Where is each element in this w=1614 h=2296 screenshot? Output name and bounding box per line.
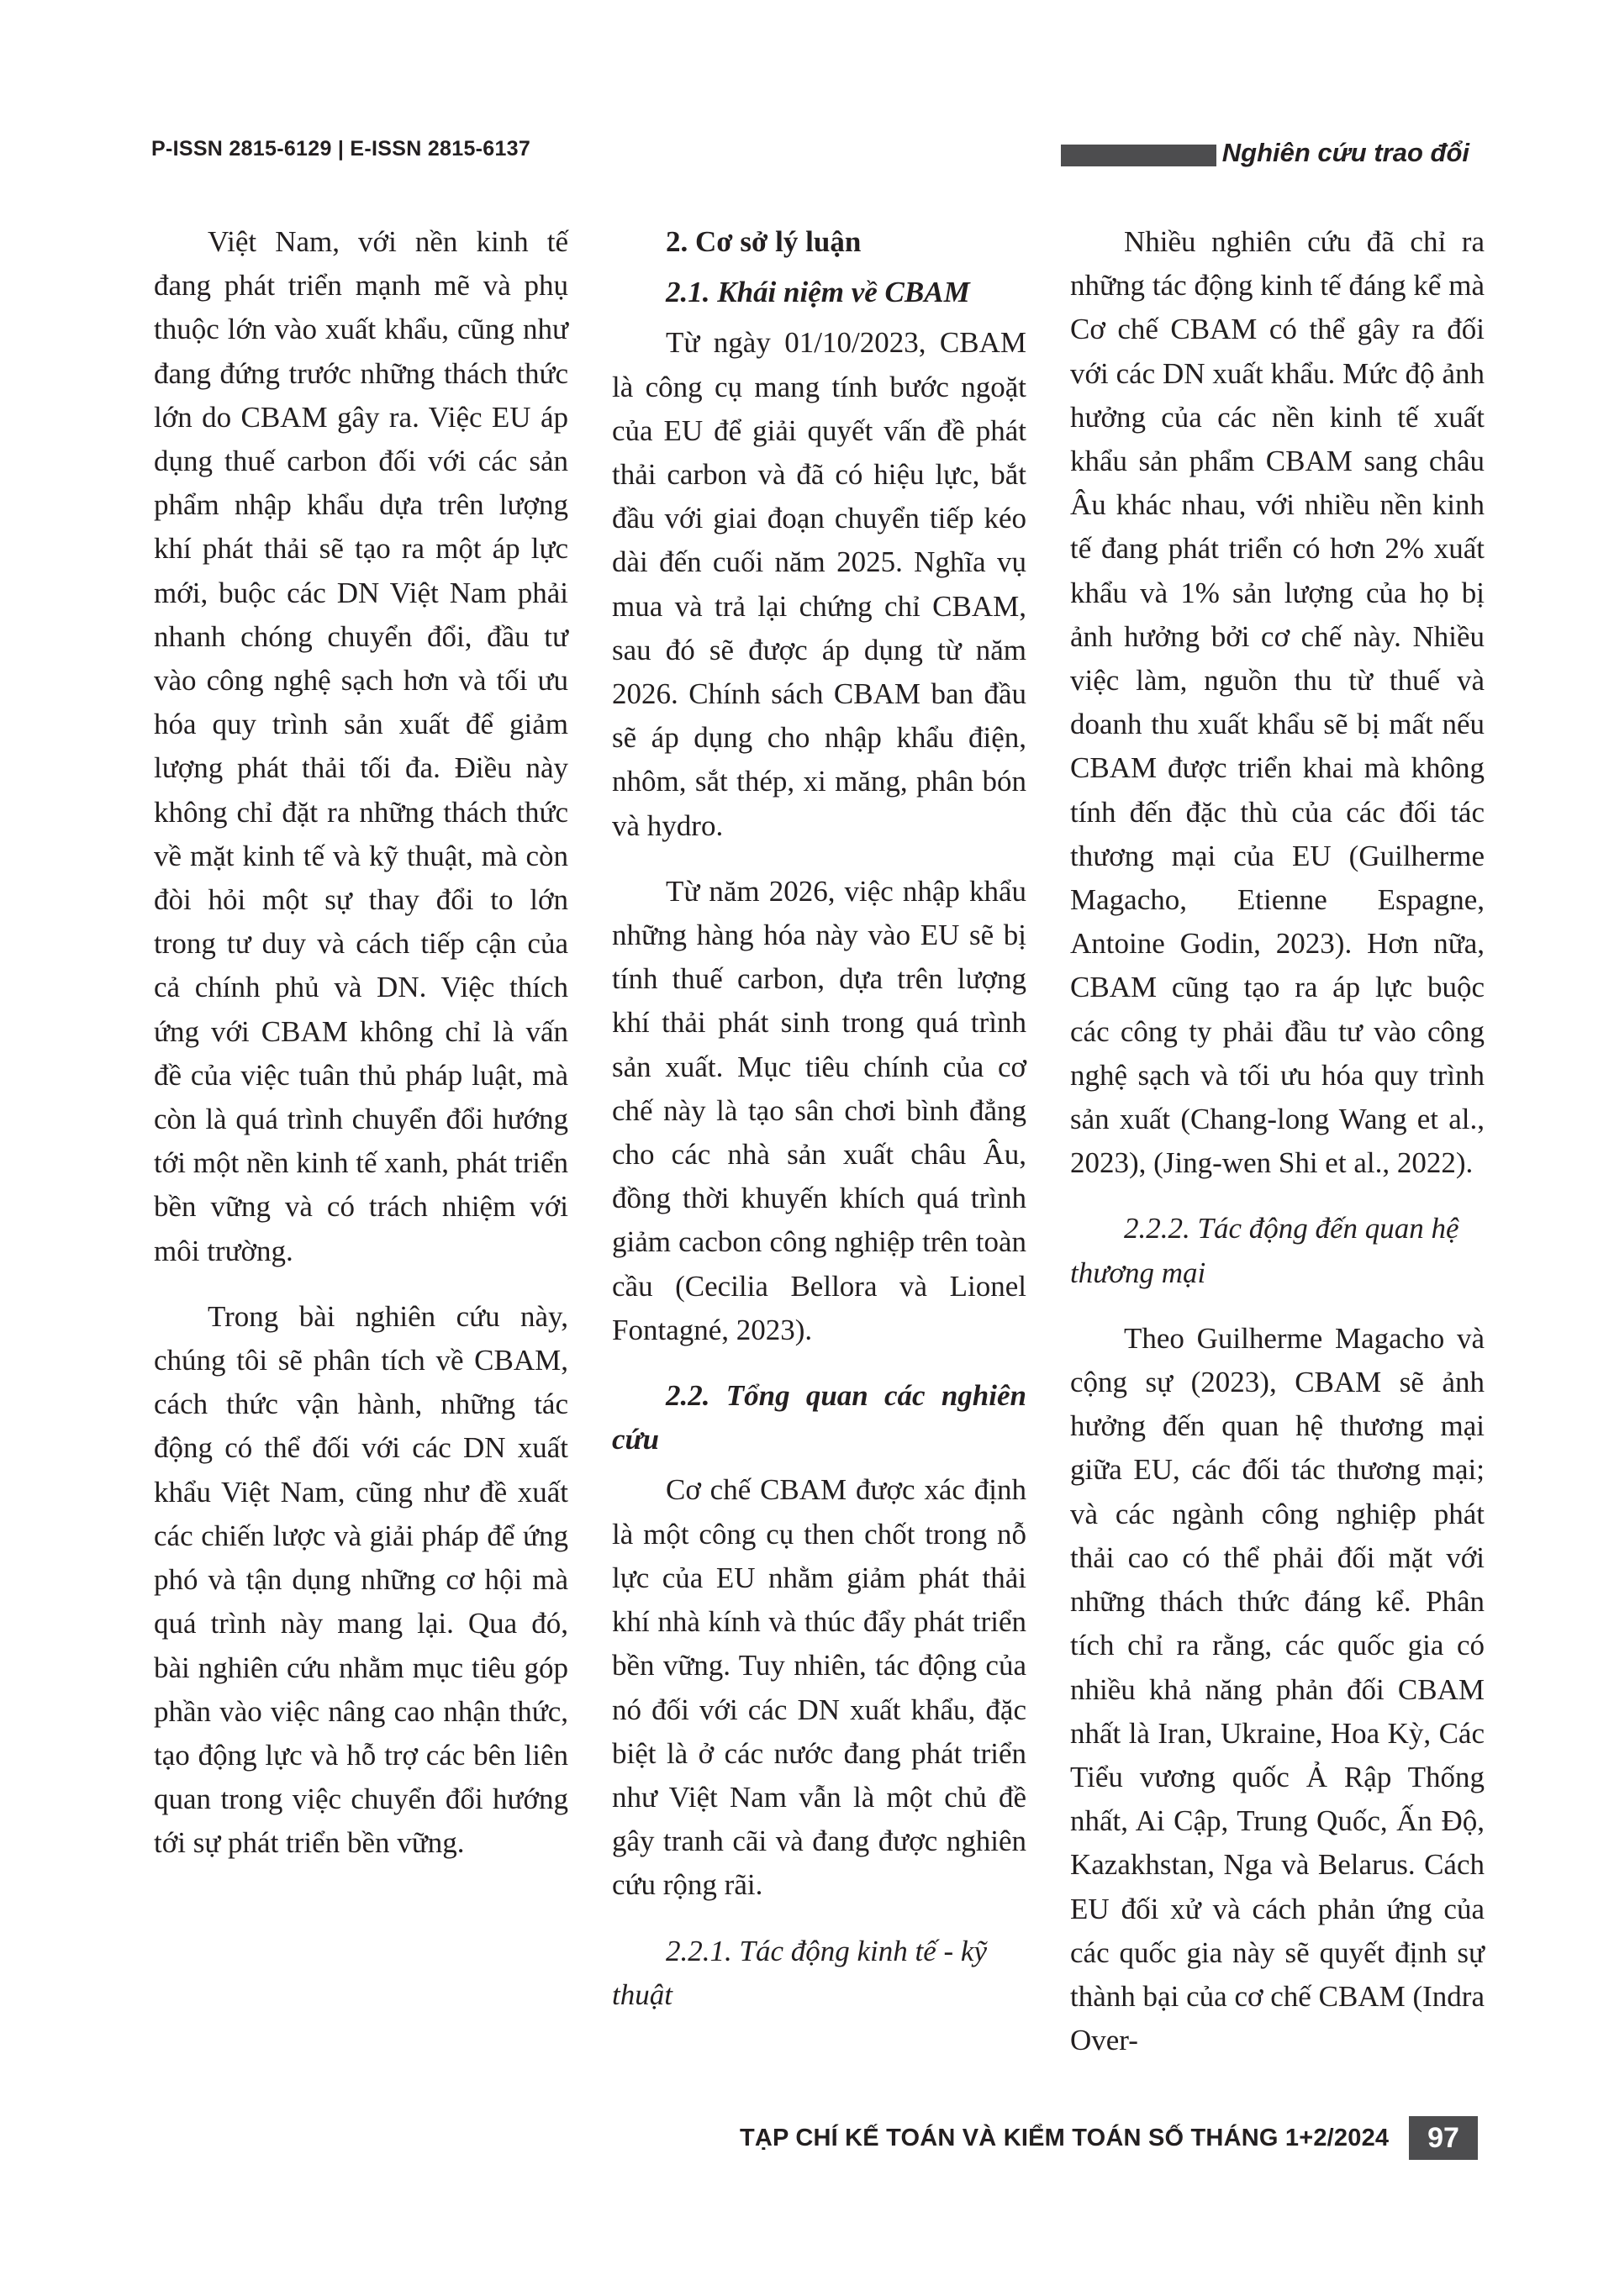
subsubsection-heading: 2.2.1. Tác động kinh tế - kỹ thuật bbox=[612, 1934, 987, 2011]
paragraph: Từ năm 2026, việc nhập khẩu những hàng hóa này vào EU sẽ bị tính thuế carbon, dựa trên lượng khí thải phát sinh trong quá trình sản xuất. Mục tiêu chính của cơ chế này là tạo sân chơi bình đẳng cho các nhà sản xuất châu Âu, đồng thời khuyến khích quá trình giảm cacbon công nghiệp trên toàn cầu (Cecilia Bellora và Lionel Fontagné, 2023). bbox=[612, 874, 1026, 1346]
issn-header: P-ISSN 2815-6129 | E-ISSN 2815-6137 bbox=[151, 137, 531, 161]
paragraph: Trong bài nghiên cứu này, chúng tôi sẽ phân tích về CBAM, cách thức vận hành, những tác động có thể đối với các DN xuất khẩu Việt Nam, cũng như đề xuất các chiến lược và giải pháp để ứng phó và tận dụng những cơ hội mà quá trình này mang lại. Qua đó, bài nghiên cứu nhằm mục tiêu góp phần vào việc nâng cao nhận thức, tạo động lực và hỗ trợ các bên liên quan trong việc chuyển đổi hướng tới sự phát triển bền vững. bbox=[154, 1299, 568, 1860]
section-heading: 2. Cơ sở lý luận bbox=[666, 225, 862, 258]
header-decorative-bar bbox=[1061, 145, 1216, 166]
column-1 bbox=[154, 220, 568, 1866]
paragraph: Cơ chế CBAM được xác định là một công cụ then chốt trong nỗ lực của EU nhằm giảm phát thải khí nhà kính và thúc đẩy phát triển bền vững. Tuy nhiên, tác động của nó đối với các DN xuất khẩu, đặc biệt là ở các nước đang phát triển như Việt Nam vẫn là một chủ đề gây tranh cãi và đang được nghiên cứu rộng rãi. bbox=[612, 1473, 1026, 1902]
page-number: 97 bbox=[1409, 2116, 1478, 2160]
paragraph: Nhiều nghiên cứu đã chỉ ra những tác động kinh tế đáng kể mà Cơ chế CBAM có thể gây ra đối với các DN xuất khẩu. Mức độ ảnh hưởng của các nền kinh tế xuất khẩu sản phẩm CBAM sang châu Âu khác nhau, với nhiều nền kinh tế đang phát triển có hơn 2% xuất khẩu và 1% sản lượng của họ bị ảnh hưởng bởi cơ chế này. Nhiều việc làm, nguồn thu từ thuế và doanh thu xuất khẩu sẽ bị mất nếu CBAM được triển khai mà không tính đến đặc thù của các đối tác thương mại của EU (Guilherme Magacho, Etienne Espagne, Antoine Godin, 2023). Hơn nữa, CBAM cũng tạo ra áp lực buộc các công ty phải đầu tư vào công nghệ sạch và tối ưu hóa quy trình sản xuất (Chang-long Wang et al., 2023), (Jing-wen Shi et al., 2022). bbox=[1070, 225, 1485, 1180]
subsection-heading: 2.2. Tổng quan các nghiên cứu bbox=[612, 1379, 1026, 1456]
subsection-heading: 2.1. Khái niệm về CBAM bbox=[666, 276, 970, 309]
section-title: Nghiên cứu trao đổi bbox=[1221, 138, 1469, 167]
journal-footer: TẠP CHÍ KẾ TOÁN VÀ KIỂM TOÁN SỐ THÁNG 1+2/2024 bbox=[740, 2125, 1390, 2151]
paragraph: Từ ngày 01/10/2023, CBAM là công cụ mang tính bước ngoặt của EU để giải quyết vấn đề phát thải carbon và đã có hiệu lực, bắt đầu với giai đoạn chuyển tiếp kéo dài đến cuối năm 2025. Nghĩa vụ mua và trả lại chứng chỉ CBAM, sau đó sẽ được áp dụng từ năm 2026. Chính sách CBAM ban đầu sẽ áp dụng cho nhập khẩu điện, nhôm, sắt thép, xi măng, phân bón và hydro. bbox=[612, 326, 1026, 842]
paragraph: Theo Guilherme Magacho và cộng sự (2023), CBAM sẽ ảnh hưởng đến quan hệ thương mại giữa EU, các đối tác thương mại; và các ngành công nghiệp phát thải cao có thể phải đối mặt với những thách thức đáng kể. Phân tích chỉ ra rằng, các quốc gia có nhiều khả năng phản đối CBAM nhất là Iran, Ukraine, Hoa Kỳ, Các Tiểu vương quốc Ả Rập Thống nhất, Ai Cập, Trung Quốc, Ấn Độ, Kazakhstan, Nga và Belarus. Cách EU đối xử và cách phản ứng của các quốc gia này sẽ quyết định sự thành bại của cơ chế CBAM (Indra Over- bbox=[1070, 1321, 1485, 2057]
paragraph: Việt Nam, với nền kinh tế đang phát triển mạnh mẽ và phụ thuộc lớn vào xuất khẩu, cũng như đang đứng trước những thách thức lớn do CBAM gây ra. Việc EU áp dụng thuế carbon đối với các sản phẩm nhập khẩu dựa trên lượng khí phát thải sẽ tạo ra một áp lực mới, buộc các DN Việt Nam phải nhanh chóng chuyển đổi, đầu tư vào công nghệ sạch hơn và tối ưu hóa quy trình sản xuất để giảm lượng phát thải tối đa. Điều này không chỉ đặt ra những thách thức về mặt kinh tế và kỹ thuật, mà còn đòi hỏi một sự thay đổi to lớn trong tư duy và cách tiếp cận của cả chính phủ và DN. Việc thích ứng với CBAM không chỉ là vấn đề của việc tuân thủ pháp luật, mà còn là quá trình chuyển đổi hướng tới một nền kinh tế xanh, phát triển bền vững và có trách nhiệm với môi trường. bbox=[154, 225, 568, 1267]
column-3 bbox=[1070, 220, 1485, 2062]
subsubsection-heading: 2.2.2. Tác động đến quan hệ thương mại bbox=[1070, 1212, 1459, 1289]
column-2 bbox=[612, 220, 1026, 2017]
